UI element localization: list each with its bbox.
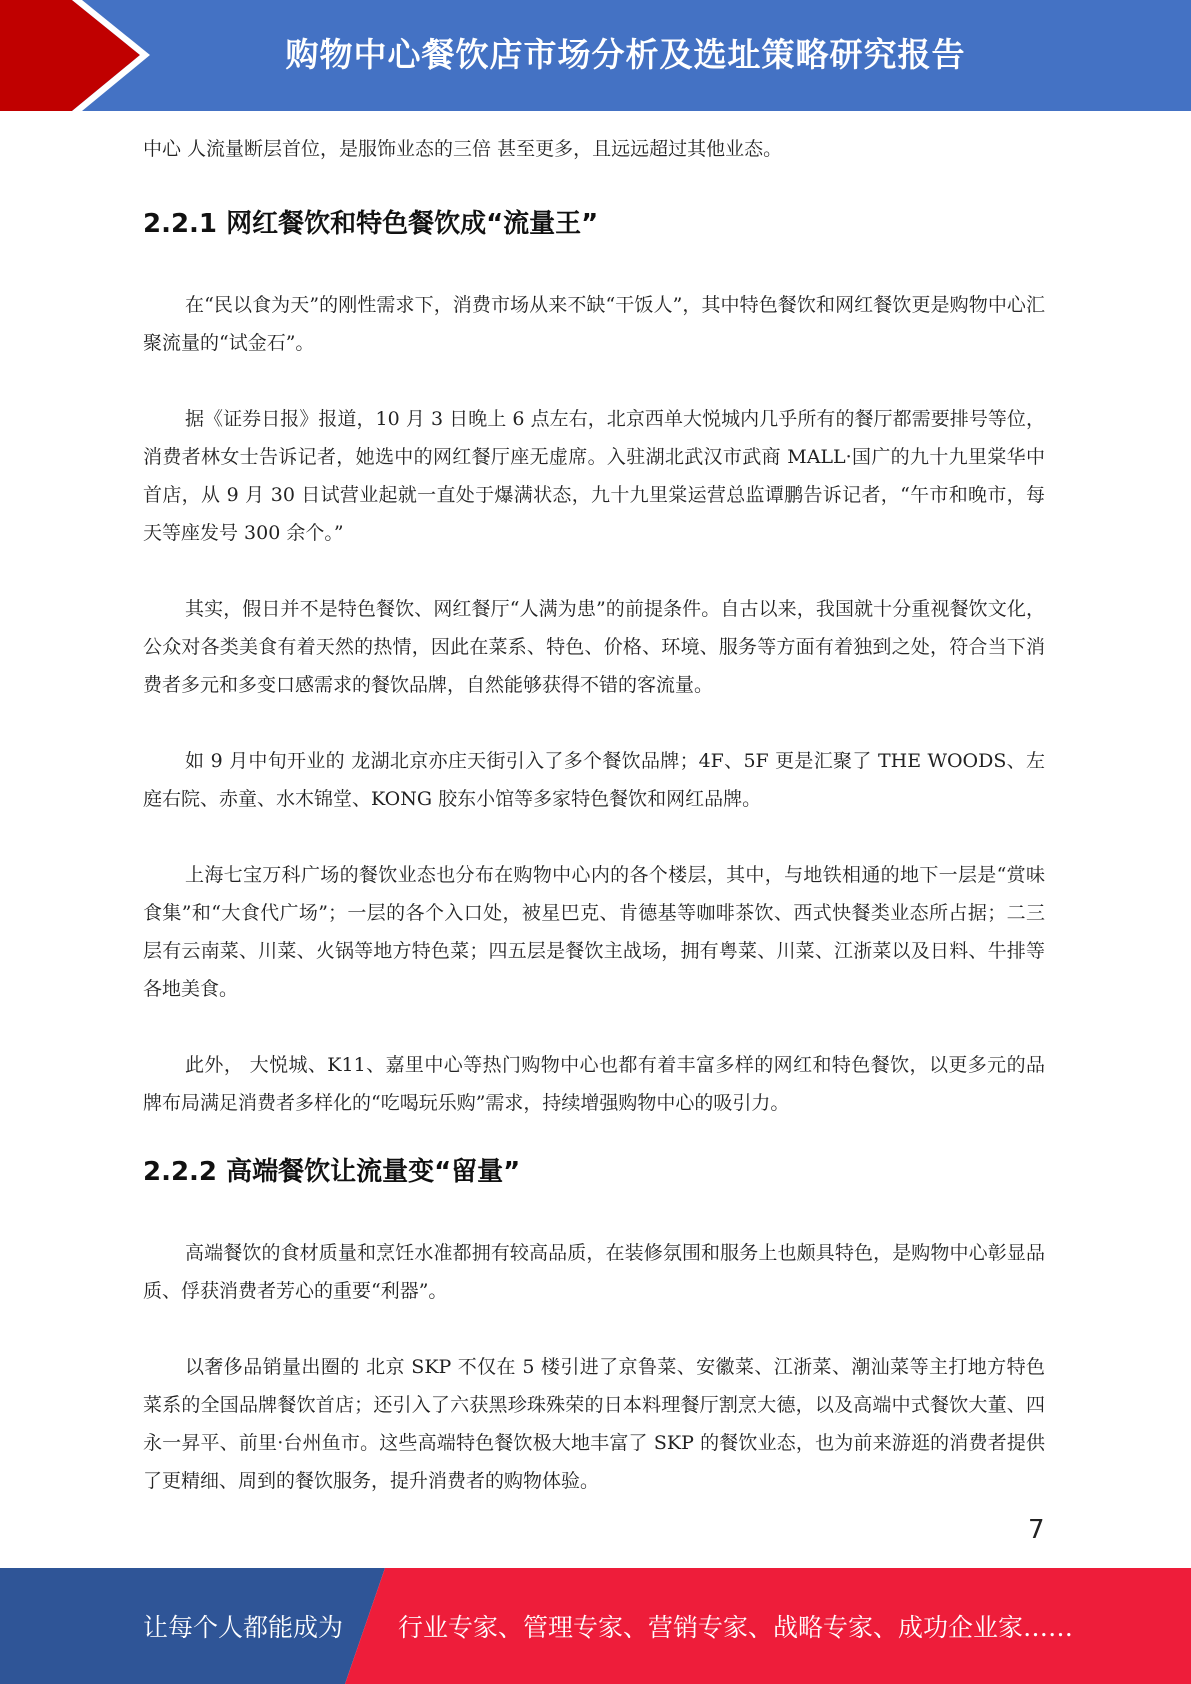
- page-footer: [0, 1568, 1191, 1684]
- section-heading-2-2-2: 2.2.2 高端餐饮让流量变“留量”: [143, 1157, 521, 1187]
- section-heading-2-2-1: 2.2.1 网红餐饮和特色餐饮成“流量王”: [143, 209, 599, 239]
- paragraph: 其实，假日并不是特色餐饮、网红餐厅“人满为患”的前提条件。自古以来，我国就十分重视餐饮文化，公众对各类美食有着天然的热情，因此在菜系、特色、价格、环境、服务等方面有着独到之处，符合当下消费者多元和多变口感需求的餐饮品牌，自然能够获得不错的客流量。: [143, 598, 1045, 696]
- page-header: [0, 0, 1191, 111]
- header-arrow-icon: [0, 0, 160, 111]
- intro-line: 中心 人流量断层首位，是服饰业态的三倍 甚至更多，且远远超过其他业态。: [143, 138, 783, 160]
- footer-slogan-right: 行业专家、管理专家、营销专家、战略专家、成功企业家……: [398, 1613, 1074, 1642]
- paragraph: 在“民以食为天”的刚性需求下，消费市场从来不缺“干饭人”，其中特色餐饮和网红餐饮更是购物中心汇聚流量的“试金石”。: [143, 294, 1045, 354]
- paragraph: 据《证券日报》报道，10 月 3 日晚上 6 点左右，北京西单大悦城内几乎所有的餐厅都需要排号等位，消费者林女士告诉记者，她选中的网红餐厅座无虚席。入驻湖北武汉市武商 MALL·国广的九十九里棠华中首店，从 9 月 30 日试营业起就一直处于爆满状态，九十九里棠运营总监谭鹏告诉记者，“午市和晚市，每天等座发号 300 余个。”: [143, 408, 1045, 544]
- page-number: 7: [1028, 1515, 1045, 1545]
- document-body: [143, 130, 1045, 1500]
- paragraph: 上海七宝万科广场的餐饮业态也分布在购物中心内的各个楼层，其中，与地铁相通的地下一层是“赏味食集”和“大食代广场”；一层的各个入口处，被星巴克、肯德基等咖啡茶饮、西式快餐类业态所占据；二三层有云南菜、川菜、火锅等地方特色菜；四五层是餐饮主战场，拥有粤菜、川菜、江浙菜以及日料、牛排等各地美食。: [143, 864, 1045, 1000]
- paragraph: 如 9 月中旬开业的 龙湖北京亦庄天街引入了多个餐饮品牌；4F、5F 更是汇聚了 THE WOODS、左庭右院、赤童、水木锦堂、KONG 胶东小馆等多家特色餐饮和网红品牌。: [143, 750, 1045, 810]
- footer-slogan-left: 让每个人都能成为: [143, 1613, 344, 1642]
- header-title: 购物中心餐饮店市场分析及选址策略研究报告: [285, 34, 966, 74]
- paragraph: 以奢侈品销量出圈的 北京 SKP 不仅在 5 楼引进了京鲁菜、安徽菜、江浙菜、潮汕菜等主打地方特色菜系的全国品牌餐饮首店；还引入了六获黑珍珠殊荣的日本料理餐厅割烹大德，以及高端中式餐饮大董、四永一昇平、前里·台州鱼市。这些高端特色餐饮极大地丰富了 SKP 的餐饮业态，也为前来游逛的消费者提供了更精细、周到的餐饮服务，提升消费者的购物体验。: [143, 1356, 1045, 1492]
- paragraph: 此外， 大悦城、K11、嘉里中心等热门购物中心也都有着丰富多样的网红和特色餐饮，以更多元的品牌布局满足消费者多样化的“吃喝玩乐购”需求，持续增强购物中心的吸引力。: [143, 1054, 1045, 1114]
- paragraph: 高端餐饮的食材质量和烹饪水准都拥有较高品质，在装修氛围和服务上也颇具特色，是购物中心彰显品质、俘获消费者芳心的重要“利器”。: [143, 1242, 1045, 1302]
